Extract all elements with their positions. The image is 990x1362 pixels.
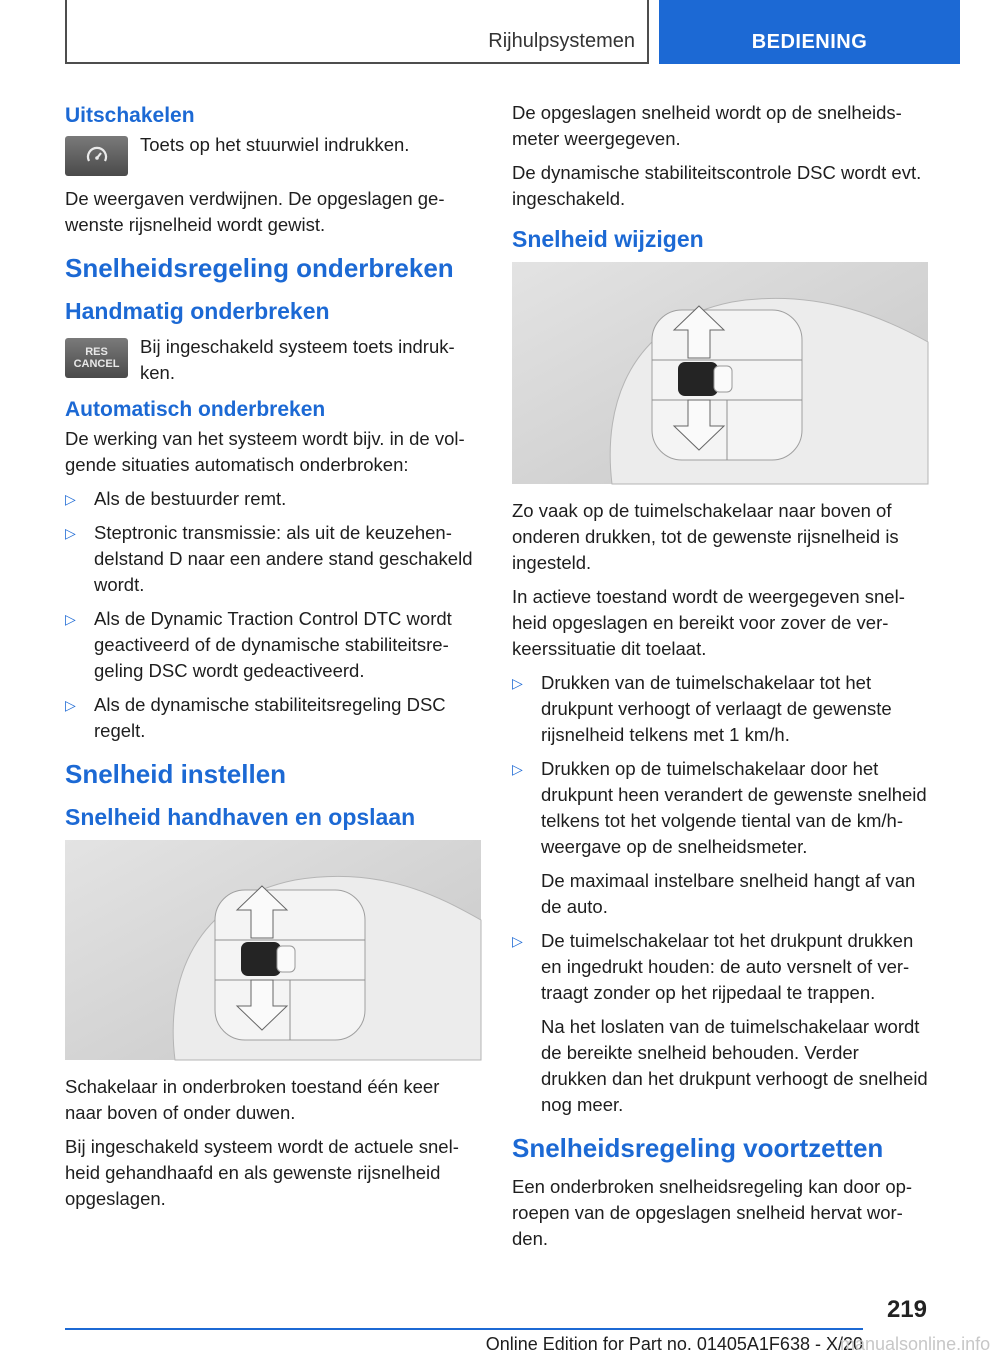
list-item: ▷ Als de bestuurder remt. xyxy=(65,486,481,512)
running-header-section xyxy=(65,0,649,64)
opgeslagen-paragraph: De opgeslagen snelheid wordt op de snelheidsmeter weergegeven. xyxy=(512,102,902,149)
heading-instellen: Snelheid instellen xyxy=(65,759,287,789)
zovaak-paragraph: Zo vaak op de tuimelschakelaar naar boven of onderen drukken, tot de gewenste rijsnelheid is ingesteld. xyxy=(512,500,899,573)
cruise-control-button-image xyxy=(65,136,128,176)
bullet-icon: ▷ xyxy=(512,761,523,777)
list-item: ▷ Drukken op de tuimelschakelaar door het drukpunt heen verandert de gewenste snelheid telkens tot het volgende tiental van de km/h-weergave op de snelheidsmeter. De maximaal instelbare snelheid hangt af van de auto. xyxy=(512,756,928,920)
hand-instruction: Bij ingeschakeld systeem toets indrukken. xyxy=(140,336,455,383)
dsc-paragraph: De dynamische stabiliteitscontrole DSC wordt evt. ingeschakeld. xyxy=(512,162,922,209)
list-item: ▷ Drukken van de tuimelschakelaar tot het drukpunt verhoogt of verlaagt de gewenste rijsnelheid telkens met 1 km/h. xyxy=(512,672,892,745)
list-item: ▷ De tuimelschakelaar tot het drukpunt drukken en ingedrukt houden: de auto versnelt of vertraagt zonder op het rijpedaal te trappen. Na het loslaten van de tuimelschakelaar wordt de bereikte snelheid behouden. Verder drukken dan het drukpunt verhoogt de snelheid nog meer. xyxy=(512,928,928,1118)
heading-wijzigen: Snelheid wijzigen xyxy=(512,226,704,252)
bullet-icon: ▷ xyxy=(65,491,76,507)
page-number: 219 xyxy=(886,1296,927,1323)
actief-paragraph: In actieve toestand wordt de weergegeven snelheid opgeslagen en bereikt voor zover de verkeerssituatie dit toelaat. xyxy=(512,586,905,659)
running-header-chapter xyxy=(659,0,960,64)
bullet-icon: ▷ xyxy=(65,697,76,713)
heading-handhaven: Snelheid handhaven en opslaan xyxy=(65,804,416,830)
section-title: Rijhulpsystemen xyxy=(488,30,635,52)
steering-wheel-photo-2 xyxy=(512,262,928,484)
res-label: RES xyxy=(85,346,108,358)
list-item: ▷ Als de Dynamic Traction Control DTC wordt geactiveerd of de dynamische stabiliteitsregeling DSC wordt gedeactiveerd. xyxy=(65,608,452,681)
heading-uitschakelen: Uitschakelen xyxy=(65,104,195,127)
list-item: ▷ Steptronic transmissie: als uit de keuzehendelstand D naar een andere stand geschakeld wordt. xyxy=(65,522,473,595)
ingeschakeld-paragraph: Bij ingeschakeld systeem wordt de actuele snelheid gehandhaafd en als gewenste rijsnelheid opgeslagen. xyxy=(65,1136,459,1209)
schakelaar-paragraph: Schakelaar in onderbroken toestand één keer naar boven of onder duwen. xyxy=(65,1076,440,1123)
bullet-icon: ▷ xyxy=(512,675,523,691)
cancel-label: CANCEL xyxy=(73,358,120,370)
auto-list xyxy=(65,486,481,744)
hand-icon-row xyxy=(65,334,481,386)
footer-rule xyxy=(65,1328,863,1330)
list-item: ▷ Als de dynamische stabiliteitsregeling DSC regelt. xyxy=(65,694,446,741)
heading-voortzetten: Snelheidsregeling voortzetten xyxy=(512,1133,884,1163)
uit-icon-row xyxy=(65,132,481,176)
list-sub-paragraph: De maximaal instelbare snelheid hangt af van de auto. xyxy=(541,870,916,917)
bullet-icon: ▷ xyxy=(512,933,523,949)
res-cancel-button-image xyxy=(65,338,128,378)
watermark: manualsonline.info xyxy=(840,1334,990,1354)
res-cancel-icon xyxy=(74,346,120,370)
uit-paragraph: De weergaven verdwijnen. De opgeslagen gewenste rijsnelheid wordt gewist. xyxy=(65,188,445,235)
uit-instruction: Toets op het stuurwiel indrukken. xyxy=(140,134,410,155)
heading-onderbreken: Snelheidsregeling onderbreken xyxy=(65,253,454,283)
edition-footer: Online Edition for Part no. 01405A1F638 - X/20 xyxy=(485,1334,863,1354)
left-column xyxy=(65,100,481,1220)
wijzigen-list xyxy=(512,670,928,1118)
heading-handmatig: Handmatig onderbreken xyxy=(65,298,330,324)
voortzetten-paragraph: Een onderbroken snelheidsregeling kan door oproepen van de opgeslagen snelheid hervat worden. xyxy=(512,1176,913,1249)
list-sub-paragraph: Na het loslaten van de tuimelschakelaar wordt de bereikte snelheid behouden. Verder drukken dan het drukpunt verhoogt de snelheid nog meer. xyxy=(541,1016,928,1115)
chapter-title: BEDIENING xyxy=(751,31,868,53)
right-column xyxy=(512,100,928,1260)
heading-automatisch: Automatisch onderbreken xyxy=(65,398,326,421)
cruise-control-icon xyxy=(84,145,110,167)
bullet-icon: ▷ xyxy=(65,525,76,541)
bullet-icon: ▷ xyxy=(65,611,76,627)
auto-paragraph: De werking van het systeem wordt bijv. in de volgende situaties automatisch onderbroken: xyxy=(65,428,465,475)
steering-wheel-photo xyxy=(65,840,481,1060)
